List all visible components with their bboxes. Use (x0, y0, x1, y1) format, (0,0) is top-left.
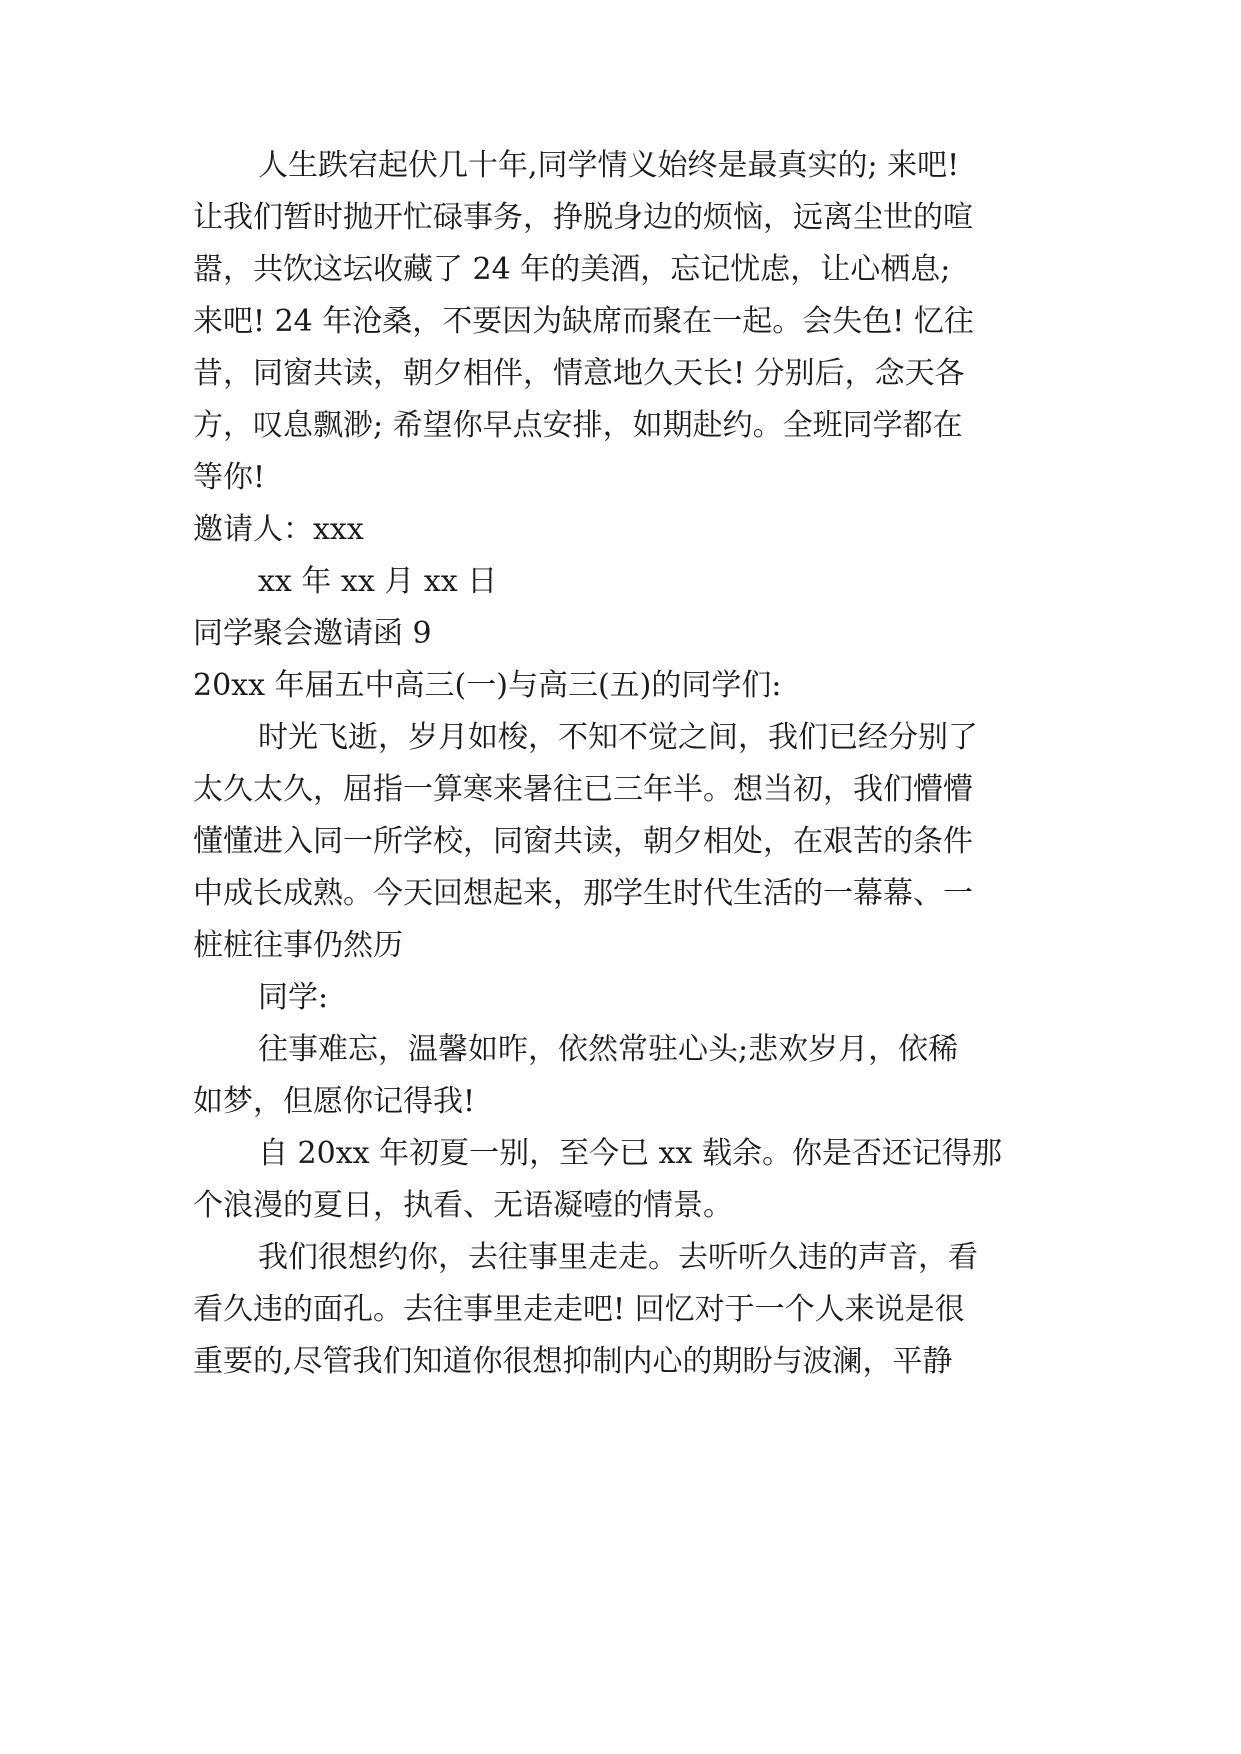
text-line: 个浪漫的夏日，执看、无语凝噎的情景。 (193, 1188, 733, 1223)
text-line: 太久太久，屈指一算寒来暑往已三年半。想当初，我们懵懵 (193, 772, 973, 807)
text-line: 看久违的面孔。去往事里走走吧! 回忆对于一个人来说是很 (193, 1292, 965, 1327)
text-line: 桩桩往事仍然历 (193, 928, 403, 963)
text-line: 如梦，但愿你记得我! (193, 1084, 476, 1119)
section-heading: 同学聚会邀请函 9 (193, 616, 432, 651)
text-line: 中成长成熟。今天回想起来，那学生时代生活的一幕幕、一 (193, 876, 973, 911)
text-line: 昔，同窗共读，朝夕相伴，情意地久天长! 分别后，念天各 (193, 356, 965, 391)
text-line: 往事难忘，温馨如昨，依然常驻心头;悲欢岁月，依稀 (258, 1032, 959, 1067)
text-line: 让我们暂时抛开忙碌事务，挣脱身边的烦恼，远离尘世的喧 (193, 200, 973, 235)
text-line: 等你! (193, 460, 266, 495)
text-line: 懂懂进入同一所学校，同窗共读，朝夕相处，在艰苦的条件 (193, 824, 973, 859)
text-line: 重要的,尽管我们知道你很想抑制内心的期盼与波澜，平静 (193, 1344, 953, 1379)
text-line: 人生跌宕起伏几十年,同学情义始终是最真实的; 来吧! (258, 148, 960, 183)
text-line: 自 20xx 年初夏一别，至今已 xx 载余。你是否还记得那 (258, 1136, 1002, 1171)
text-line: 嚣，共饮这坛收藏了 24 年的美酒，忘记忧虑，让心栖息; (193, 252, 951, 287)
text-line: 方，叹息飘渺; 希望你早点安排，如期赴约。全班同学都在 (193, 408, 963, 443)
date-line: xx 年 xx 月 xx 日 (258, 564, 498, 599)
text-line: 来吧! 24 年沧桑，不要因为缺席而聚在一起。会失色! 忆往 (193, 304, 974, 339)
salutation-line: 20xx 年届五中高三(一)与高三(五)的同学们: (193, 668, 782, 703)
text-line: 我们很想约你，去往事里走走。去听听久违的声音，看 (258, 1240, 978, 1275)
salutation-line: 同学: (258, 980, 329, 1015)
text-line: 时光飞逝，岁月如梭，不知不觉之间，我们已经分别了 (258, 720, 978, 755)
inviter-line: 邀请人：xxx (193, 512, 364, 547)
